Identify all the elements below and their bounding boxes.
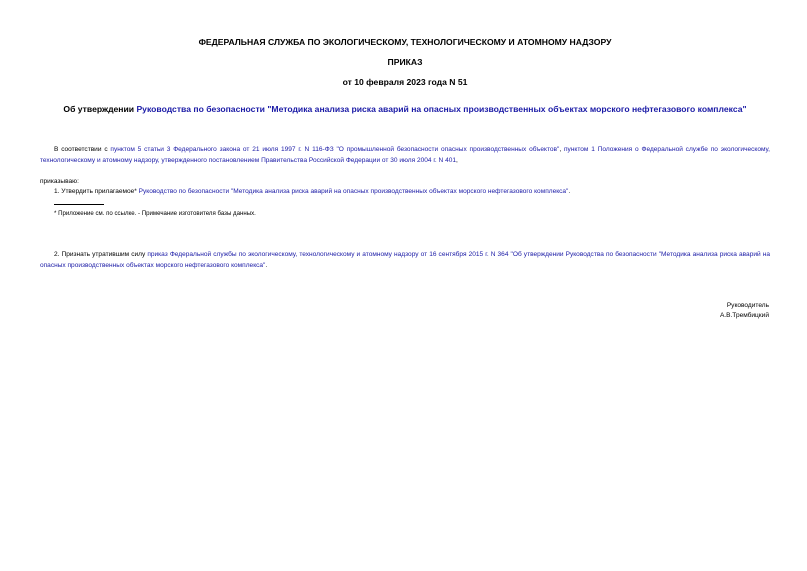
title-prefix: Об утверждении [63,104,137,114]
paragraph-order-word: приказываю: [40,178,79,185]
paragraph-item-2 [40,250,770,271]
p1-text-pre: В соответствии с [54,146,111,153]
footnote-divider [54,204,104,205]
p3-text-post: . [568,188,571,195]
document-date: от 10 февраля 2023 года N 51 [342,77,468,87]
regulation-link[interactable]: пунктом 1 Положения о Федеральной службе по экологическому, технологическому и атомному надзору, утвержденного постановлением Правительства Российской Федерации от 30 июля 2004 г. N 401 [40,146,770,164]
p1-text-post: , [456,156,458,164]
signature-role: Руководитель [726,302,769,309]
title-link[interactable]: Руководства по безопасности "Методика анализа риска аварий на опасных производственных объектах морского нефтегазового комплекса" [136,104,747,114]
paragraph-item-1 [40,187,770,198]
p4-text-post: . [265,261,268,269]
p1-text-mid: , [559,146,564,153]
footnote: * Приложение см. по ссылке. - Примечание изготовителя базы данных. [54,210,256,217]
paragraph-legal-basis [40,145,770,166]
repealed-order-link[interactable]: приказ Федеральной службы по экологическому, технологическому и атомному надзору от 16 сентября 2015 г. N 364 "Об утверждении Руководства по безопасности "Методика анализа риска аварий на опасных производственных объектах морского нефтегазового комплекса" [40,251,770,269]
guide-link[interactable]: Руководство по безопасности "Методика анализа риска аварий на опасных производственных объектах морского нефтегазового комплекса" [138,188,569,195]
p4-text-pre: 2. Признать утратившим силу [54,251,148,258]
federal-law-link[interactable]: пунктом 5 статьи 3 Федерального закона от 21 июля 1997 г. N 116-ФЗ "О промышленной безопасности опасных производственных объектов" [110,146,560,153]
document-type: ПРИКАЗ [387,57,423,67]
document-title [40,104,770,115]
agency-name: ФЕДЕРАЛЬНАЯ СЛУЖБА ПО ЭКОЛОГИЧЕСКОМУ, ТЕХНОЛОГИЧЕСКОМУ И АТОМНОМУ НАДЗОРУ [198,37,612,47]
signature-name: А.В.Трембицкий [719,312,769,319]
p3-text-pre: 1. Утвердить прилагаемое* [54,188,139,195]
